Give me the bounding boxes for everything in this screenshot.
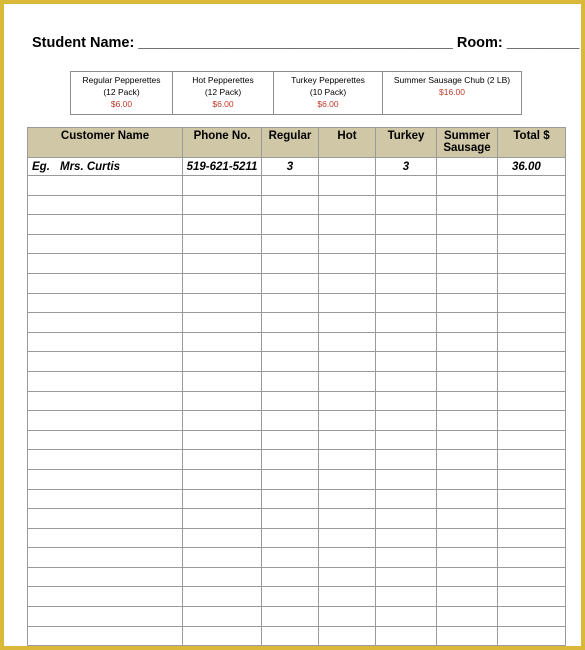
summer-sausage-cell[interactable]: [437, 587, 498, 607]
hot-cell[interactable]: [319, 234, 376, 254]
regular-cell[interactable]: [262, 607, 319, 627]
turkey-cell[interactable]: [376, 489, 437, 509]
product-name: Regular Pepperettes: [82, 75, 161, 85]
turkey-cell[interactable]: [376, 391, 437, 411]
summer-sausage-cell[interactable]: [437, 450, 498, 470]
example-turkey: 3: [376, 158, 437, 176]
order-row: [28, 234, 566, 254]
order-row: [28, 587, 566, 607]
regular-cell[interactable]: [262, 411, 319, 431]
regular-cell[interactable]: [262, 176, 319, 196]
total-cell[interactable]: [498, 352, 566, 372]
phone-cell[interactable]: [183, 273, 262, 293]
summer-sausage-cell[interactable]: [437, 234, 498, 254]
summer-sausage-cell[interactable]: [437, 411, 498, 431]
phone-cell[interactable]: [183, 430, 262, 450]
order-row: [28, 371, 566, 391]
hot-cell[interactable]: [319, 195, 376, 215]
total-cell[interactable]: [498, 607, 566, 627]
total-cell[interactable]: [498, 371, 566, 391]
regular-cell[interactable]: [262, 509, 319, 529]
product-pack: (10 Pack): [309, 87, 347, 97]
student-name-blank: _______________________________________: [138, 35, 453, 51]
hot-cell[interactable]: [319, 548, 376, 568]
summer-sausage-cell[interactable]: [437, 391, 498, 411]
phone-cell[interactable]: [183, 567, 262, 587]
total-cell[interactable]: [498, 293, 566, 313]
phone-cell[interactable]: [183, 469, 262, 489]
regular-cell[interactable]: [262, 254, 319, 274]
turkey-cell[interactable]: [376, 332, 437, 352]
total-cell[interactable]: [498, 528, 566, 548]
product-summer-sausage: [383, 72, 522, 115]
hot-cell[interactable]: [319, 176, 376, 196]
hot-cell[interactable]: [319, 391, 376, 411]
regular-cell[interactable]: [262, 234, 319, 254]
example-row: [28, 158, 566, 176]
regular-cell[interactable]: [262, 626, 319, 646]
customer-name-cell[interactable]: [28, 450, 183, 470]
phone-cell[interactable]: [183, 548, 262, 568]
phone-cell[interactable]: [183, 332, 262, 352]
regular-cell[interactable]: [262, 587, 319, 607]
regular-cell[interactable]: [262, 567, 319, 587]
product-hot: [173, 72, 274, 115]
phone-cell[interactable]: [183, 371, 262, 391]
phone-cell[interactable]: [183, 587, 262, 607]
order-row: [28, 215, 566, 235]
customer-name-cell[interactable]: [28, 607, 183, 627]
total-cell[interactable]: [498, 313, 566, 333]
turkey-cell[interactable]: [376, 509, 437, 529]
hot-cell[interactable]: [319, 430, 376, 450]
summer-sausage-cell[interactable]: [437, 626, 498, 646]
order-row: [28, 567, 566, 587]
room-label: Room:: [456, 35, 503, 51]
summer-sausage-cell[interactable]: [437, 528, 498, 548]
phone-cell[interactable]: [183, 293, 262, 313]
total-cell[interactable]: [498, 273, 566, 293]
summer-sausage-cell[interactable]: [437, 332, 498, 352]
total-cell[interactable]: [498, 332, 566, 352]
student-name-label: Student Name:: [32, 35, 135, 51]
student-header: [32, 35, 579, 51]
order-row: [28, 430, 566, 450]
hot-cell[interactable]: [319, 273, 376, 293]
total-cell[interactable]: [498, 176, 566, 196]
customer-name-cell[interactable]: [28, 332, 183, 352]
order-row: [28, 195, 566, 215]
customer-name-cell[interactable]: [28, 391, 183, 411]
customer-name-cell[interactable]: [28, 626, 183, 646]
column-header-regular: Regular: [262, 128, 319, 158]
regular-cell[interactable]: [262, 313, 319, 333]
turkey-cell[interactable]: [376, 293, 437, 313]
turkey-cell[interactable]: [376, 548, 437, 568]
summer-sausage-cell[interactable]: [437, 509, 498, 529]
hot-cell[interactable]: [319, 607, 376, 627]
hot-cell[interactable]: [319, 469, 376, 489]
example-customer-cell: [28, 158, 183, 176]
column-header-phone: Phone No.: [183, 128, 262, 158]
turkey-cell[interactable]: [376, 607, 437, 627]
product-name: Hot Pepperettes: [192, 75, 254, 85]
phone-cell[interactable]: [183, 607, 262, 627]
order-row: [28, 469, 566, 489]
order-row: [28, 332, 566, 352]
product-price-table: [70, 71, 522, 115]
customer-name-cell[interactable]: [28, 548, 183, 568]
total-cell[interactable]: [498, 626, 566, 646]
customer-name-cell[interactable]: [28, 528, 183, 548]
total-cell[interactable]: [498, 430, 566, 450]
summer-sausage-cell[interactable]: [437, 273, 498, 293]
phone-cell[interactable]: [183, 411, 262, 431]
example-regular: 3: [262, 158, 319, 176]
summer-sausage-cell[interactable]: [437, 489, 498, 509]
turkey-cell[interactable]: [376, 234, 437, 254]
total-cell[interactable]: [498, 567, 566, 587]
order-row: [28, 548, 566, 568]
phone-cell[interactable]: [183, 176, 262, 196]
total-cell[interactable]: [498, 469, 566, 489]
customer-name-cell[interactable]: [28, 352, 183, 372]
summer-sausage-cell[interactable]: [437, 313, 498, 333]
summer-sausage-cell[interactable]: [437, 195, 498, 215]
hot-cell[interactable]: [319, 254, 376, 274]
phone-cell[interactable]: [183, 234, 262, 254]
customer-name-cell[interactable]: [28, 469, 183, 489]
column-header-total: Total $: [498, 128, 566, 158]
phone-cell[interactable]: [183, 215, 262, 235]
customer-name-cell[interactable]: [28, 254, 183, 274]
phone-cell[interactable]: [183, 352, 262, 372]
total-cell[interactable]: [498, 548, 566, 568]
product-turkey: [274, 72, 383, 115]
total-cell[interactable]: [498, 391, 566, 411]
summer-sausage-cell[interactable]: [437, 176, 498, 196]
turkey-cell[interactable]: [376, 411, 437, 431]
product-pack: (12 Pack): [204, 87, 242, 97]
product-price: $6.00: [110, 99, 133, 109]
turkey-cell[interactable]: [376, 215, 437, 235]
phone-cell[interactable]: [183, 450, 262, 470]
hot-cell[interactable]: [319, 509, 376, 529]
regular-cell[interactable]: [262, 352, 319, 372]
customer-name-cell[interactable]: [28, 371, 183, 391]
order-row: [28, 509, 566, 529]
regular-cell[interactable]: [262, 489, 319, 509]
summer-sausage-cell[interactable]: [437, 567, 498, 587]
summer-sausage-cell[interactable]: [437, 352, 498, 372]
product-regular: [71, 72, 173, 115]
order-header-row: [28, 128, 566, 158]
customer-name-cell[interactable]: [28, 195, 183, 215]
hot-cell[interactable]: [319, 450, 376, 470]
turkey-cell[interactable]: [376, 469, 437, 489]
total-cell[interactable]: [498, 254, 566, 274]
summer-sausage-cell[interactable]: [437, 430, 498, 450]
turkey-cell[interactable]: [376, 626, 437, 646]
turkey-cell[interactable]: [376, 176, 437, 196]
regular-cell[interactable]: [262, 215, 319, 235]
customer-name-cell[interactable]: [28, 273, 183, 293]
turkey-cell[interactable]: [376, 273, 437, 293]
phone-cell[interactable]: [183, 195, 262, 215]
order-row: [28, 293, 566, 313]
product-price: $6.00: [212, 99, 234, 109]
product-name: Turkey Pepperettes: [291, 75, 365, 85]
phone-cell[interactable]: [183, 254, 262, 274]
turkey-cell[interactable]: [376, 371, 437, 391]
hot-cell[interactable]: [319, 567, 376, 587]
order-row: [28, 528, 566, 548]
regular-cell[interactable]: [262, 548, 319, 568]
customer-name-cell[interactable]: [28, 489, 183, 509]
customer-name-cell[interactable]: [28, 411, 183, 431]
hot-cell[interactable]: [319, 411, 376, 431]
summer-sausage-cell[interactable]: [437, 469, 498, 489]
example-summer-sausage: [437, 158, 498, 176]
order-row: [28, 607, 566, 627]
regular-cell[interactable]: [262, 371, 319, 391]
order-row: [28, 273, 566, 293]
order-row: [28, 450, 566, 470]
turkey-cell[interactable]: [376, 313, 437, 333]
turkey-cell[interactable]: [376, 352, 437, 372]
customer-name-cell[interactable]: [28, 313, 183, 333]
regular-cell[interactable]: [262, 273, 319, 293]
total-cell[interactable]: [498, 215, 566, 235]
order-table: [27, 127, 566, 646]
column-header-hot: Hot: [319, 128, 376, 158]
phone-cell[interactable]: [183, 509, 262, 529]
turkey-cell[interactable]: [376, 450, 437, 470]
hot-cell[interactable]: [319, 332, 376, 352]
customer-name-cell[interactable]: [28, 234, 183, 254]
column-header-turkey: Turkey: [376, 128, 437, 158]
order-row: [28, 489, 566, 509]
hot-cell[interactable]: [319, 528, 376, 548]
regular-cell[interactable]: [262, 332, 319, 352]
summer-sausage-cell[interactable]: [437, 548, 498, 568]
turkey-cell[interactable]: [376, 528, 437, 548]
example-prefix: Eg.: [32, 160, 50, 173]
summer-sausage-cell[interactable]: [437, 607, 498, 627]
customer-name-cell[interactable]: [28, 587, 183, 607]
total-cell[interactable]: [498, 234, 566, 254]
example-hot: [319, 158, 376, 176]
order-row: [28, 176, 566, 196]
order-row: [28, 626, 566, 646]
turkey-cell[interactable]: [376, 195, 437, 215]
hot-cell[interactable]: [319, 587, 376, 607]
total-cell[interactable]: [498, 450, 566, 470]
order-row: [28, 352, 566, 372]
example-phone: 519-621-5211: [183, 158, 262, 176]
regular-cell[interactable]: [262, 391, 319, 411]
customer-name-cell[interactable]: [28, 293, 183, 313]
phone-cell[interactable]: [183, 391, 262, 411]
total-cell[interactable]: [498, 411, 566, 431]
order-row: [28, 391, 566, 411]
regular-cell[interactable]: [262, 528, 319, 548]
total-cell[interactable]: [498, 509, 566, 529]
example-total: 36.00: [498, 158, 566, 176]
summer-sausage-cell[interactable]: [437, 215, 498, 235]
regular-cell[interactable]: [262, 195, 319, 215]
turkey-cell[interactable]: [376, 567, 437, 587]
hot-cell[interactable]: [319, 371, 376, 391]
customer-name-cell[interactable]: [28, 430, 183, 450]
turkey-cell[interactable]: [376, 587, 437, 607]
summer-sausage-cell[interactable]: [437, 254, 498, 274]
product-price: $6.00: [317, 99, 339, 109]
order-row: [28, 254, 566, 274]
product-price: $16.00: [439, 87, 465, 97]
room-blank: _________: [506, 35, 580, 51]
total-cell[interactable]: [498, 489, 566, 509]
turkey-cell[interactable]: [376, 254, 437, 274]
customer-name-cell[interactable]: [28, 215, 183, 235]
column-header-customer-name: Customer Name: [28, 128, 183, 158]
total-cell[interactable]: [498, 195, 566, 215]
total-cell[interactable]: [498, 587, 566, 607]
product-pack: (12 Pack): [103, 87, 140, 97]
regular-cell[interactable]: [262, 469, 319, 489]
hot-cell[interactable]: [319, 352, 376, 372]
customer-name-cell[interactable]: [28, 176, 183, 196]
regular-cell[interactable]: [262, 450, 319, 470]
turkey-cell[interactable]: [376, 430, 437, 450]
phone-cell[interactable]: [183, 626, 262, 646]
column-header-summer-sausage: Summer Sausage: [437, 128, 498, 158]
hot-cell[interactable]: [319, 489, 376, 509]
regular-cell[interactable]: [262, 293, 319, 313]
summer-sausage-cell[interactable]: [437, 293, 498, 313]
customer-name-cell[interactable]: [28, 509, 183, 529]
hot-cell[interactable]: [319, 626, 376, 646]
regular-cell[interactable]: [262, 430, 319, 450]
order-row: [28, 411, 566, 431]
order-row: [28, 313, 566, 333]
example-customer-name: Mrs. Curtis: [60, 160, 121, 173]
hot-cell[interactable]: [319, 313, 376, 333]
phone-cell[interactable]: [183, 489, 262, 509]
phone-cell[interactable]: [183, 528, 262, 548]
customer-name-cell[interactable]: [28, 567, 183, 587]
product-name: Summer Sausage Chub (2 LB): [393, 75, 511, 85]
hot-cell[interactable]: [319, 293, 376, 313]
hot-cell[interactable]: [319, 215, 376, 235]
summer-sausage-cell[interactable]: [437, 371, 498, 391]
phone-cell[interactable]: [183, 313, 262, 333]
